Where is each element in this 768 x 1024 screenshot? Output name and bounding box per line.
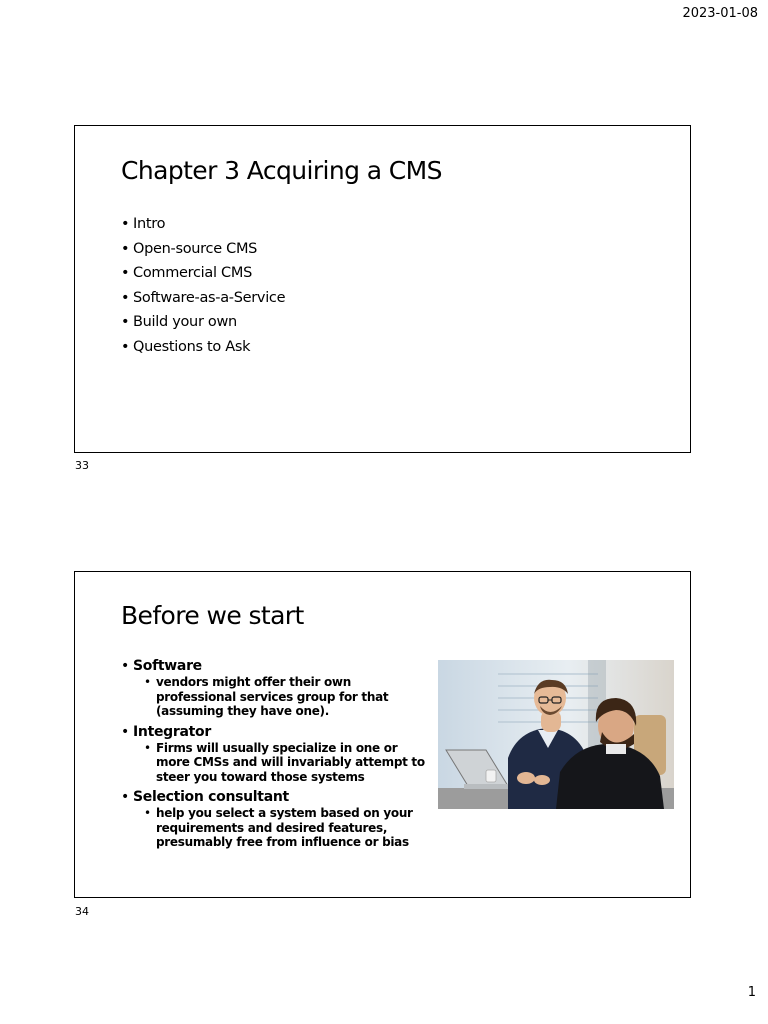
slide-number: 34 (75, 905, 89, 918)
bullet-item-saas: • Software-as-a-Service (121, 286, 285, 311)
page-number: 1 (747, 985, 756, 1000)
bullet-item-build-your-own: • Build your own (121, 310, 285, 335)
bullet-item-open-source: • Open-source CMS (121, 237, 285, 262)
bullet-heading-selection-consultant: • Selection consultant (121, 788, 441, 806)
slide-33 (74, 125, 691, 453)
slide-number: 33 (75, 459, 89, 472)
bullet-detail-selection-consultant: • help you select a system based on your requirements and desired features, presumably free from influence or bias (144, 806, 431, 850)
bullet-list (121, 212, 285, 360)
slide-title: Before we start (121, 601, 304, 630)
bullet-detail-software: • vendors might offer their own professional services group for that (assuming they have one). (144, 675, 431, 719)
bullet-item-commercial: • Commercial CMS (121, 261, 285, 286)
bullet-item-questions: • Questions to Ask (121, 335, 285, 360)
bullet-list (121, 657, 441, 854)
bullet-heading-software: • Software (121, 657, 441, 675)
page-date: 2023-01-08 (682, 6, 758, 21)
slide-34 (74, 571, 691, 898)
bullet-heading-integrator: • Integrator (121, 723, 441, 741)
bullet-detail-integrator: • Firms will usually specialize in one or more CMSs and will invariably attempt to steer you toward those systems (144, 741, 431, 785)
bullet-item-intro: • Intro (121, 212, 285, 237)
business-meeting-photo (438, 660, 674, 809)
slide-title: Chapter 3 Acquiring a CMS (121, 156, 442, 185)
